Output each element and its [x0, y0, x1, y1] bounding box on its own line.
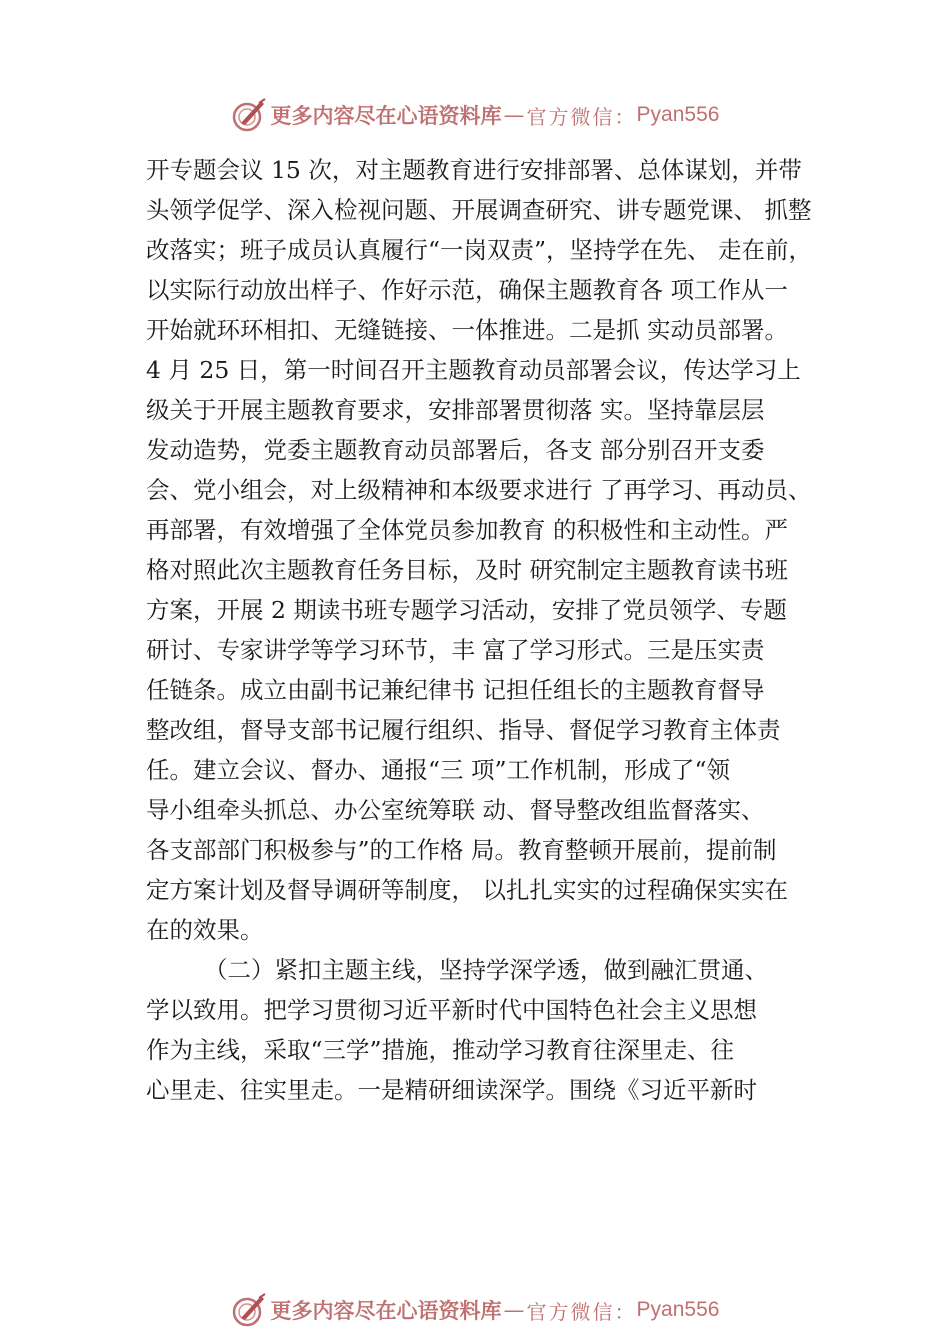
text-line: 级关于开展主题教育要求，安排部署贯彻落 实。坚持靠层层 [146, 396, 765, 424]
text-line: 改落实；班子成员认真履行“一岗双责”，坚持学在先、 走在前， [146, 236, 812, 264]
text-line: 开专题会议 15 次，对主题教育进行安排部署、总体谋划，并带 [146, 156, 802, 184]
text-line: 方案，开展 2 期读书班专题学习活动，安排了党员领学、专题 [146, 596, 787, 624]
text-line: 任链条。成立由副书记兼纪律书 记担任组长的主题教育督导 [146, 676, 765, 704]
text-line: 4 月 25 日，第一时间召开主题教育动员部署会议，传达学习上 [146, 356, 801, 384]
text-line: 发动造势，党委主题教育动员部署后，各支 部分别召开支委 [146, 436, 765, 464]
quill-seal-icon [231, 1292, 267, 1328]
text-line: 会、党小组会，对上级精神和本级要求进行 了再学习、再动员、 [146, 476, 812, 504]
text-line: 作为主线，采取“三学”措施，推动学习教育往深里走、往 [146, 1036, 735, 1064]
header-dash: — [503, 103, 525, 127]
text-line: 定方案计划及督导调研等制度， 以扎扎实实的过程确保实实在 [146, 876, 788, 904]
text-line: 在的效果。 [146, 916, 264, 944]
section-heading-line: （二）紧扣主题主线，坚持学深学透，做到融汇贯通、 [204, 956, 768, 984]
text-line: 开始就环环相扣、无缝链接、一体推进。二是抓 实动员部署。 [146, 316, 788, 344]
text-line: 各支部部门积极参与”的工作格 局。教育整顿开展前，提前制 [146, 836, 777, 864]
text-line: 导小组牵头抓总、办公室统筹联 动、督导整改组监督落实、 [146, 796, 765, 824]
quill-seal-icon [231, 97, 267, 133]
footer-dash: — [503, 1298, 525, 1322]
text-line: 整改组，督导支部书记履行组织、指导、督促学习教育主体责 [146, 716, 781, 744]
text-line: 格对照此次主题教育任务目标，及时 研究制定主题教育读书班 [146, 556, 788, 584]
document-body [146, 150, 846, 1110]
footer-banner [0, 1290, 950, 1330]
text-line: 心里走、往实里走。一是精研细读深学。围绕《习近平新时 [146, 1076, 757, 1104]
footer-official: 官方微信： [526, 1299, 637, 1324]
text-line: 头领学促学、深入检视问题、开展调查研究、讲专题党课、 抓整 [146, 196, 812, 224]
header-official: 官方微信： [526, 104, 637, 129]
footer-wechat-id: Pyan556 [636, 1298, 720, 1321]
header-wechat-id: Pyan556 [636, 103, 720, 126]
header-brand: 更多内容尽在心语资料库 [270, 103, 502, 128]
text-line: 再部署，有效增强了全体党员参加教育 的积极性和主动性。严 [146, 516, 788, 544]
text-line: 学以致用。把学习贯彻习近平新时代中国特色社会主义思想 [146, 996, 757, 1024]
header-banner [0, 95, 950, 135]
text-line: 以实际行动放出样子、作好示范，确保主题教育各 项工作从一 [146, 276, 788, 304]
footer-brand: 更多内容尽在心语资料库 [270, 1298, 502, 1323]
text-line: 任。建立会议、督办、通报“三 项”工作机制，形成了“领 [146, 756, 731, 784]
text-line: 研讨、专家讲学等学习环节，丰 富了学习形式。三是压实责 [146, 636, 765, 664]
